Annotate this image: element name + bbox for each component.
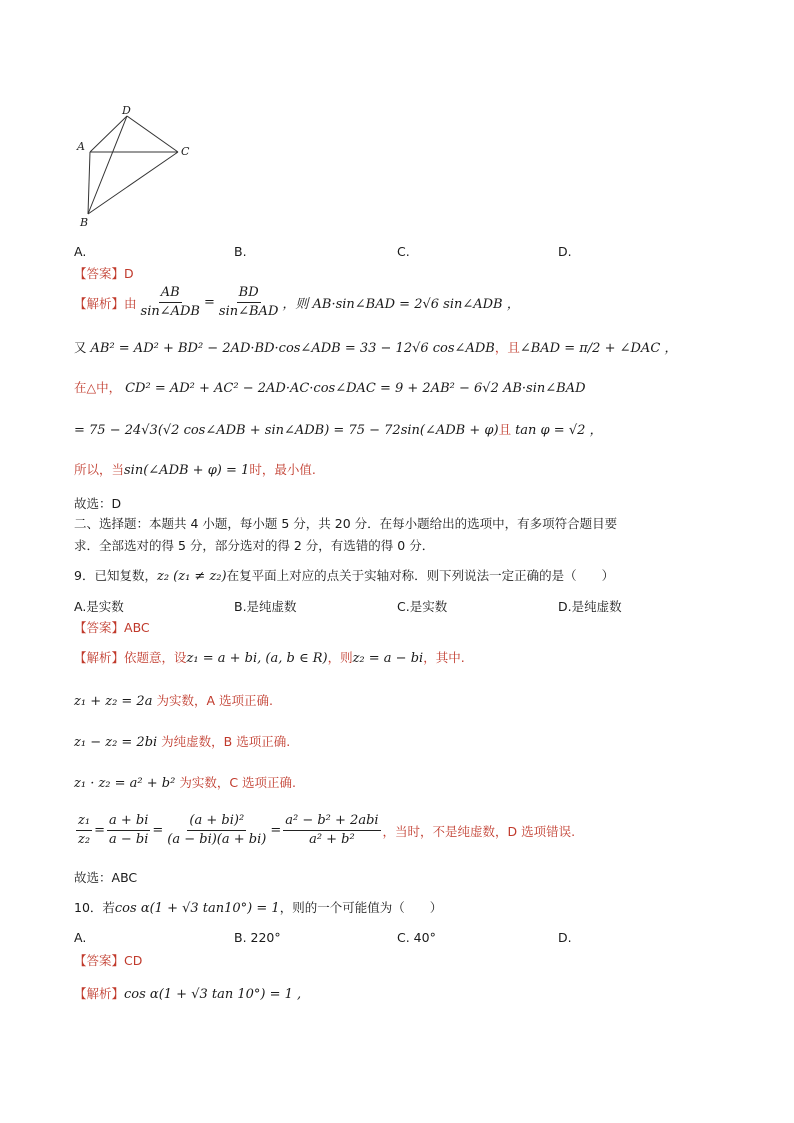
math-expression: z₁ = a + bi, (a, b ∈ R) <box>186 651 328 666</box>
fraction-numerator: AB <box>159 284 182 303</box>
q8-option-d: D. <box>558 244 572 259</box>
fraction-numerator: a² − b² + 2abi <box>283 812 380 831</box>
question-text: ，则的一个可能值为（ ） <box>279 900 443 915</box>
analysis-text: 为实数，A 选项正确. <box>156 693 273 708</box>
q9-analysis-line-4 <box>74 773 296 791</box>
math-expression: CD² = AD² + AC² − 2AD·AC·cos∠DAC = 9 + 2AB² − 6√2 AB·sin∠BAD <box>125 381 586 396</box>
q10-option-c: C. 40° <box>397 930 436 945</box>
analysis-text: 又 <box>74 340 87 355</box>
q10-option-a: A. <box>74 930 87 945</box>
q9-analysis-line-5 <box>74 812 575 849</box>
choice-label: 故选： <box>74 496 112 511</box>
fraction-denominator: sin∠ADB <box>140 304 200 319</box>
equals-sign: = <box>270 823 282 838</box>
analysis-text: 在△中， <box>74 380 122 395</box>
q9-analysis-line-3 <box>74 732 290 750</box>
q8-answer <box>74 264 134 282</box>
q9-choice <box>74 868 137 886</box>
math-expression: z₁ · z₂ = a² + b² <box>74 776 176 791</box>
q8-analysis-line-2 <box>74 337 677 356</box>
fraction-numerator: (a + bi)² <box>187 812 246 831</box>
q10-analysis-line-1 <box>74 984 301 1002</box>
math-expression: z₁ − z₂ = 2bi <box>74 735 158 750</box>
q9-option-d: D.是纯虚数 <box>558 599 622 614</box>
segment-bd <box>88 116 127 214</box>
answer-value: ABC <box>124 620 150 635</box>
math-expression: AB² = AD² + BD² − 2AD·BD·cos∠ADB = 33 − 12√6 cos∠ADB <box>90 341 495 356</box>
math-expression: sin(∠ADB + φ) = 1 <box>124 463 250 478</box>
q9-analysis-line-2 <box>74 691 273 709</box>
q8-choice <box>74 494 121 512</box>
question-text: 10．若 <box>74 900 115 915</box>
q8-option-a: A. <box>74 244 87 259</box>
math-expression: z₂ = a − bi <box>352 651 424 666</box>
fraction <box>107 812 150 849</box>
fraction-numerator: a + bi <box>107 812 150 831</box>
point-d-label: D <box>122 104 131 117</box>
analysis-tag: 【解析】 <box>74 295 125 311</box>
analysis-text: 依题意，设 <box>124 650 187 665</box>
equals-sign: = <box>152 823 164 838</box>
choice-label: 故选： <box>74 870 112 885</box>
point-b-label: B <box>80 216 89 229</box>
fraction <box>217 284 280 321</box>
q8-analysis-line-4 <box>74 419 603 438</box>
q8-option-c: C. <box>397 244 410 259</box>
analysis-text: ，其中. <box>423 650 465 665</box>
segment-ab <box>88 152 90 214</box>
math-expression: ，则 AB·sin∠BAD = 2√6 sin∠ADB ， <box>282 297 520 312</box>
fraction-denominator: sin∠BAD <box>218 304 279 319</box>
choice-value: D <box>111 496 122 511</box>
q9-option-b: B.是纯虚数 <box>234 599 297 614</box>
answer-tag: 【答案】 <box>74 953 125 968</box>
q9-answer <box>74 618 150 636</box>
analysis-text: 所以，当 <box>74 462 125 477</box>
analysis-text: 由 <box>124 295 137 311</box>
fraction <box>139 284 202 321</box>
math-expression: z₁ + z₂ = 2a <box>74 694 153 709</box>
section-heading-line-1: 二、选择题：本题共 4 小题，每小题 5 分，共 20 分．在每小题给出的选项中，有多项符合题目要 <box>74 516 618 531</box>
answer-value: D <box>124 266 134 281</box>
q8-option-b: B. <box>234 244 247 259</box>
fraction <box>76 812 92 849</box>
q8-analysis-line-3 <box>74 378 586 396</box>
q8-analysis-line-1 <box>74 284 520 321</box>
math-expression: = 75 − 24√3(√2 cos∠ADB + sin∠ADB) = 75 − 72sin(∠ADB + φ) <box>74 423 499 438</box>
fraction-denominator: z₂ <box>78 832 91 847</box>
answer-value: CD <box>124 953 143 968</box>
q10-answer <box>74 951 142 969</box>
q10-option-d: D. <box>558 930 572 945</box>
point-a-label: A <box>77 140 85 153</box>
fraction-denominator: a² + b² <box>309 832 355 847</box>
equals-sign: = <box>204 295 215 310</box>
analysis-text: 为纯虚数，B 选项正确. <box>161 734 291 749</box>
math-expression: ∠BAD = π/2 + ∠DAC ， <box>519 341 678 356</box>
analysis-text: ，则 <box>327 650 353 665</box>
section-heading-line-2: 求．全部选对的得 5 分，部分选对的得 2 分，有选错的得 0 分． <box>74 538 435 553</box>
fraction-denominator: a − bi <box>108 832 149 847</box>
q9-stem <box>74 566 614 584</box>
fraction <box>283 812 380 849</box>
q9-option-c: C.是实数 <box>397 599 448 614</box>
triangle-figure <box>72 100 202 230</box>
fraction-numerator: z₁ <box>76 812 92 831</box>
analysis-text: ，且 <box>494 340 520 355</box>
fraction-denominator: (a − bi)(a + bi) <box>167 832 267 847</box>
question-text: 在复平面上对应的点关于实轴对称．则下列说法一定正确的是（ ） <box>226 568 615 583</box>
analysis-tag: 【解析】 <box>74 986 125 1001</box>
math-expression: z₂ (z₁ ≠ z₂) <box>156 569 227 584</box>
math-expression: cos α(1 + √3 tan 10°) = 1 , <box>124 987 302 1002</box>
analysis-text: 为实数，C 选项正确. <box>179 775 296 790</box>
math-expression: tan φ = √2 ， <box>515 423 603 438</box>
q10-stem <box>74 898 442 916</box>
equals-sign: = <box>94 823 105 838</box>
segment-dc <box>127 116 178 152</box>
question-text: 9．已知复数， <box>74 568 157 583</box>
segment-bc <box>88 152 178 214</box>
analysis-text: ，当时，不是纯虚数，D 选项错误. <box>382 823 576 839</box>
q10-option-b: B. 220° <box>234 930 281 945</box>
segment-ad <box>90 116 127 152</box>
q9-analysis-line-1 <box>74 648 465 666</box>
answer-tag: 【答案】 <box>74 266 125 281</box>
choice-value: ABC <box>111 870 138 885</box>
analysis-text: 时，最小值. <box>249 462 316 477</box>
q8-analysis-line-5 <box>74 460 316 478</box>
analysis-text: 且 <box>498 422 512 437</box>
analysis-tag: 【解析】 <box>74 650 125 665</box>
answer-tag: 【答案】 <box>74 620 125 635</box>
math-expression: cos α(1 + √3 tan10°) = 1 <box>114 901 280 916</box>
q9-option-a: A.是实数 <box>74 599 124 614</box>
point-c-label: C <box>181 145 190 158</box>
fraction <box>165 812 268 849</box>
fraction-numerator: BD <box>237 284 261 303</box>
